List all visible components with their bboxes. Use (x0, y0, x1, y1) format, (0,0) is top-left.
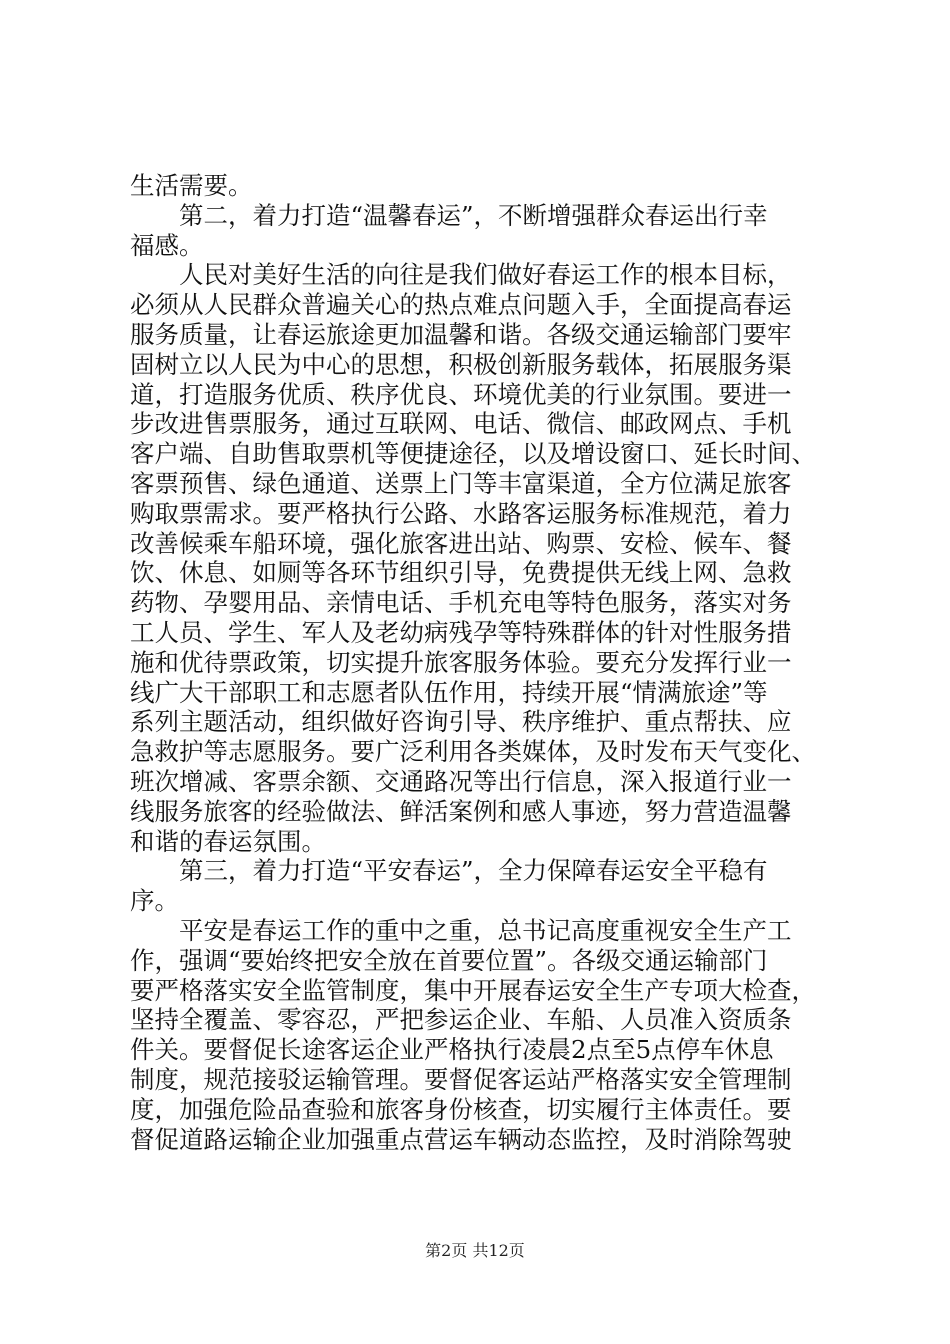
text-line: 固树立以人民为中心的思想，积极创新服务载体，拓展服务渠 (130, 349, 792, 379)
text-line: 生活需要。 (130, 171, 253, 200)
text-line: 线广大干部职工和志愿者队伍作用，持续开展“情满旅途”等 (130, 677, 768, 707)
text-line: 工人员、学生、军人及老幼病残孕等特殊群体的针对性服务措 (130, 617, 792, 647)
text-line: 客户端、自助售取票机等便捷途径，以及增设窗口、延长时间、 (130, 439, 816, 469)
text-line: 平安是春运工作的重中之重，总书记高度重视安全生产工 (130, 915, 792, 945)
text-line: 和谐的春运氛围。 (130, 826, 326, 856)
text-line: 系列主题活动，组织做好咨询引导、秩序维护、重点帮扶、应 (130, 707, 792, 737)
text-line: 第二，着力打造“温馨春运”，不断增强群众春运出行幸 (130, 200, 768, 230)
text-line: 作，强调“要始终把安全放在首要位置”。各级交通运输部门 (130, 945, 768, 975)
text-line: 人民对美好生活的向往是我们做好春运工作的根本目标， (130, 260, 792, 290)
text-line: 服务质量，让春运旅途更加温馨和谐。各级交通运输部门要牢 (130, 319, 792, 349)
text-line: 饮、休息、如厕等各环节组织引导，免费提供无线上网、急救 (130, 558, 792, 588)
text-line: 第三，着力打造“平安春运”，全力保障春运安全平稳有 (130, 856, 768, 886)
text-line: 必须从人民群众普遍关心的热点难点问题入手，全面提高春运 (130, 290, 792, 320)
text-line: 购取票需求。要严格执行公路、水路客运服务标准规范，着力 (130, 498, 792, 528)
page-footer (0, 1238, 950, 1261)
text-line: 序。 (130, 886, 179, 916)
text-line: 要严格落实安全监管制度，集中开展春运安全生产专项大检查， (130, 975, 816, 1005)
text-line: 道，打造服务优质、秩序优良、环境优美的行业氛围。要进一 (130, 379, 792, 409)
text-line: 步改进售票服务，通过互联网、电话、微信、邮政网点、手机 (130, 409, 792, 439)
page-number: 第2页 共12页 (425, 1241, 525, 1260)
text-line: 班次增减、客票余额、交通路况等出行信息，深入报道行业一 (130, 766, 792, 796)
text-line: 药物、孕婴用品、亲情电话、手机充电等特色服务，落实对务 (130, 588, 792, 618)
text-line: 督促道路运输企业加强重点营运车辆动态监控，及时消除驾驶 (130, 1124, 792, 1154)
text-line: 件关。要督促长途客运企业严格执行凌晨2点至5点停车休息 (130, 1035, 774, 1065)
text-line: 制度，规范接驳运输管理。要督促客运站严格落实安全管理制 (130, 1064, 792, 1094)
text-line: 施和优待票政策，切实提升旅客服务体验。要充分发挥行业一 (130, 647, 792, 677)
text-line: 坚持全覆盖、零容忍，严把参运企业、车船、人员准入资质条 (130, 1005, 792, 1035)
text-line: 福感。 (130, 230, 204, 260)
text-line: 线服务旅客的经验做法、鲜活案例和感人事迹，努力营造温馨 (130, 796, 792, 826)
text-line: 改善候乘车船环境，强化旅客进出站、购票、安检、候车、餐 (130, 528, 792, 558)
text-line: 客票预售、绿色通道、送票上门等丰富渠道，全方位满足旅客 (130, 468, 792, 498)
text-line: 度，加强危险品查验和旅客身份核查，切实履行主体责任。要 (130, 1094, 792, 1124)
text-line: 急救护等志愿服务。要广泛利用各类媒体，及时发布天气变化、 (130, 737, 816, 767)
document-body (130, 171, 830, 1154)
